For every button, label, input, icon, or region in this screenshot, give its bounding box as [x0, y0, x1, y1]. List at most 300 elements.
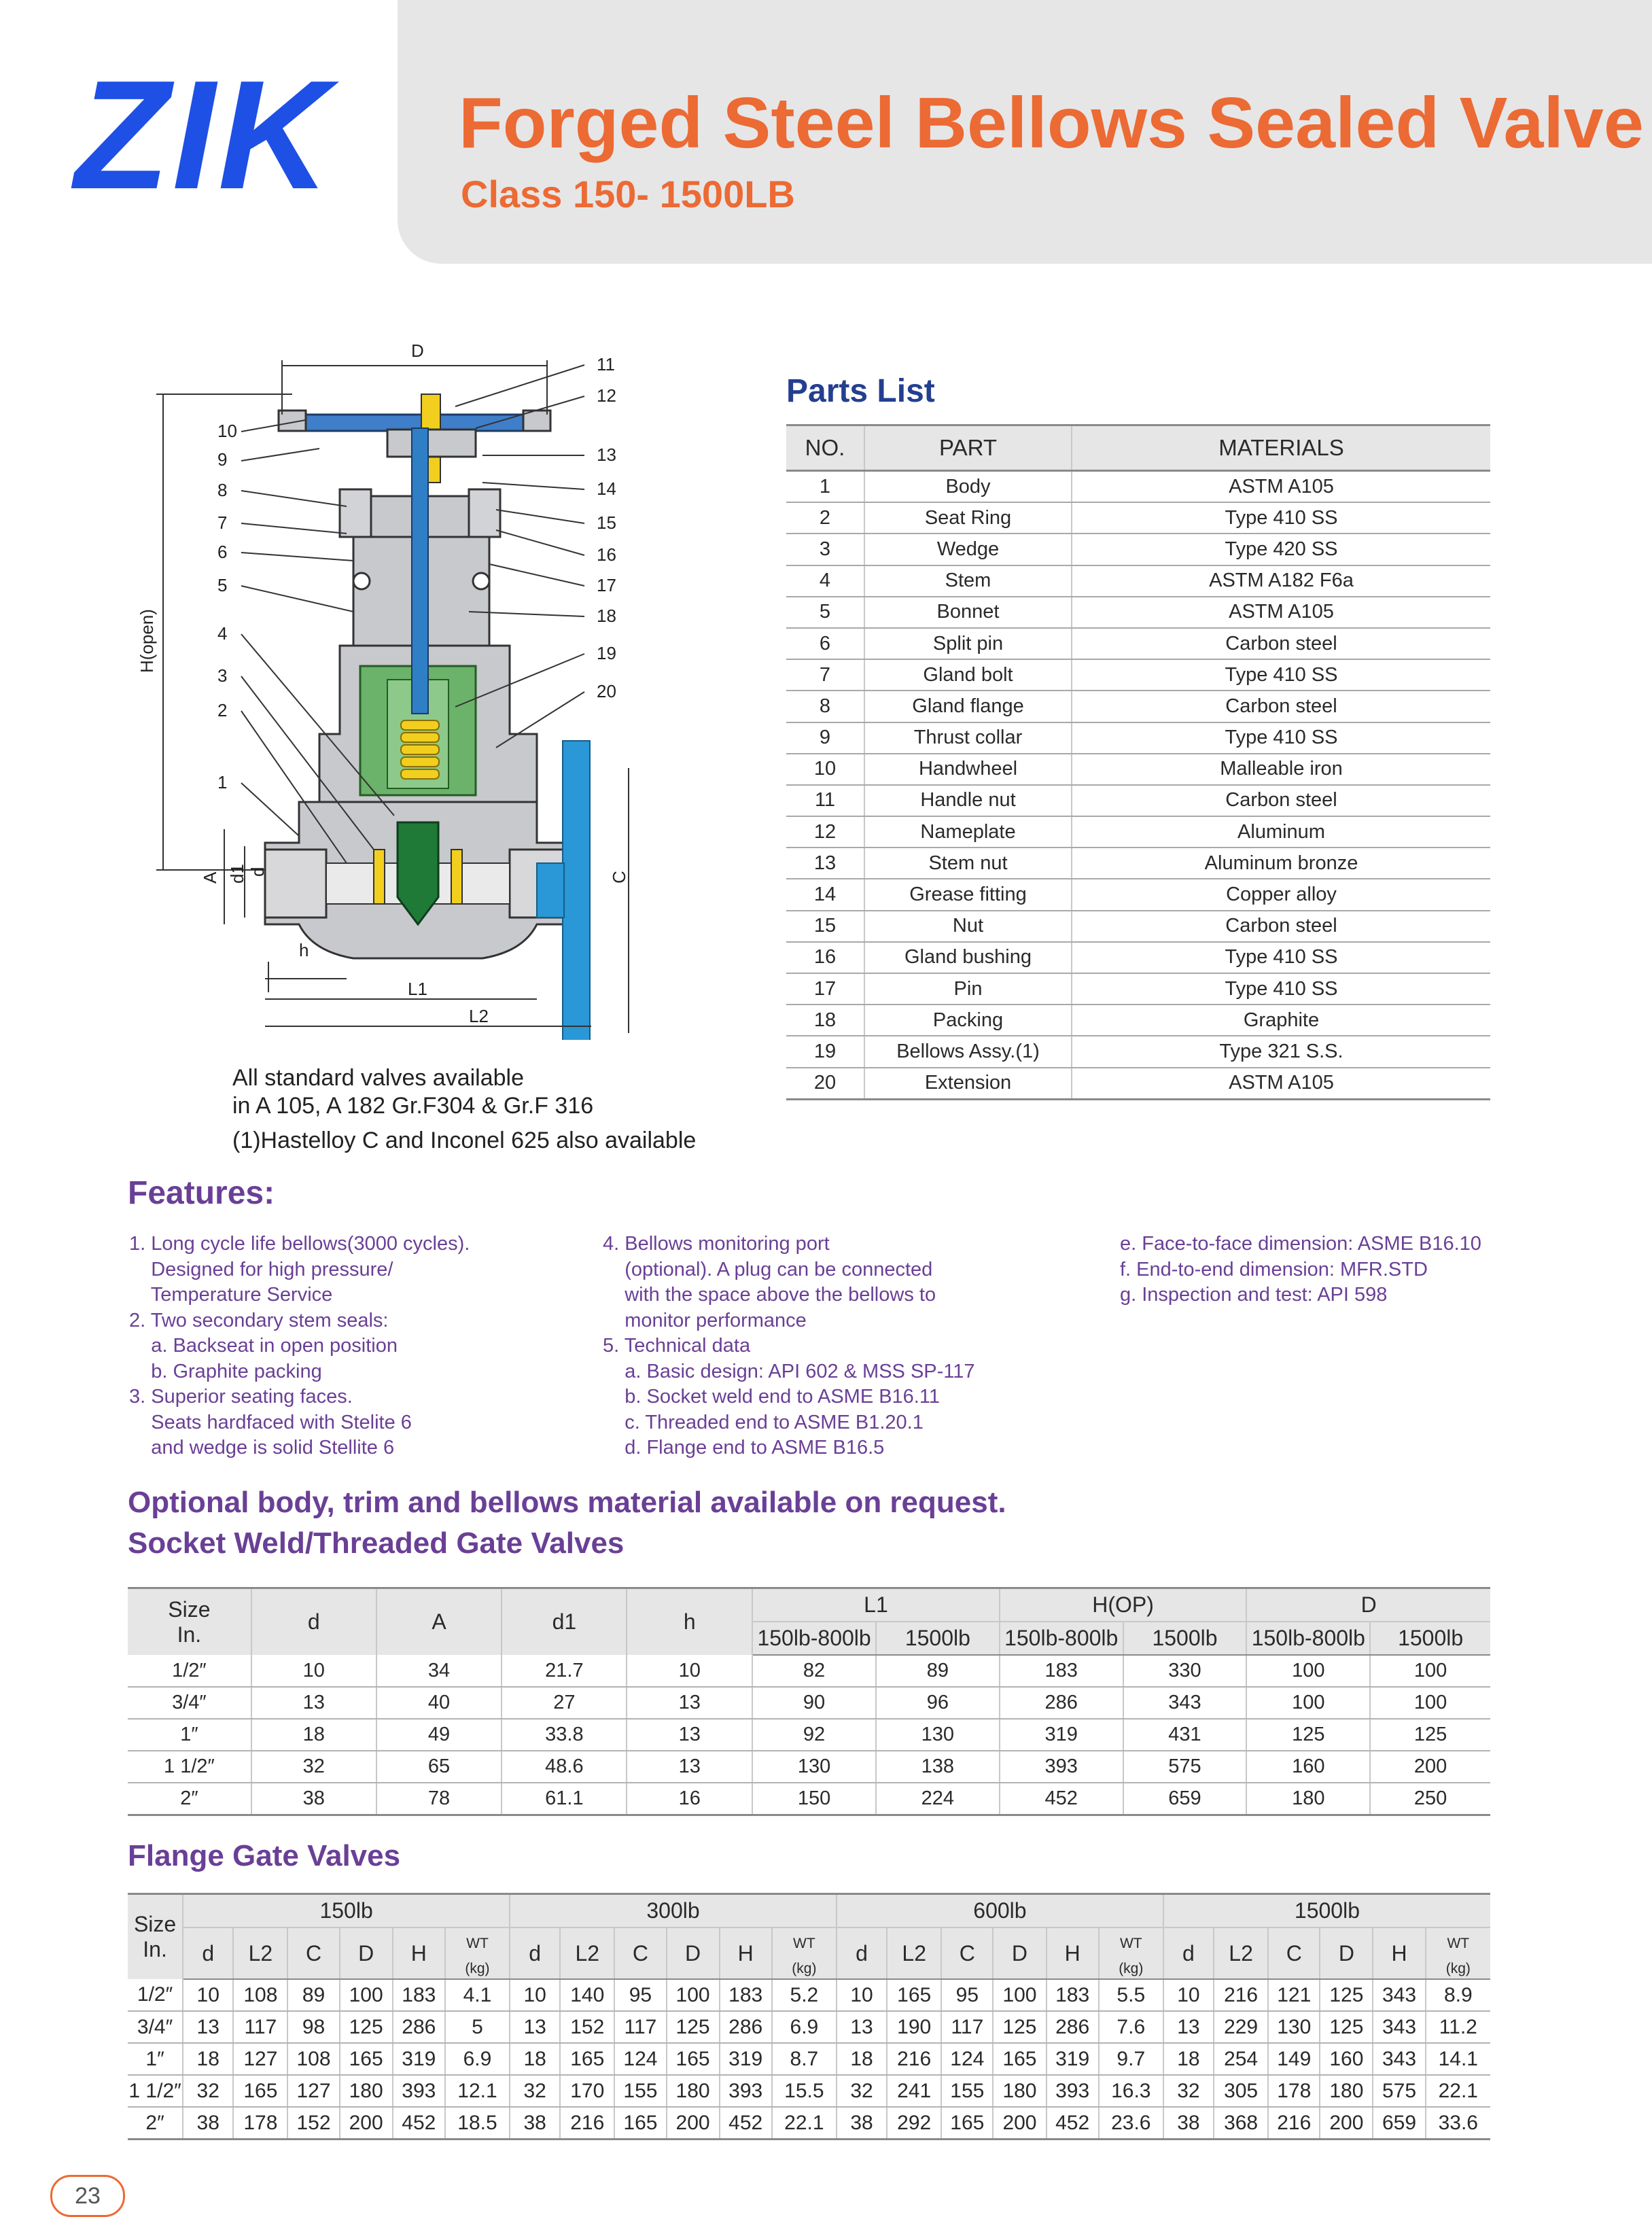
table-cell: 1″: [128, 1719, 251, 1751]
table-cell: Type 410 SS: [1072, 973, 1490, 1005]
table-cell: 452: [1000, 1783, 1123, 1815]
table-cell: 125: [1320, 2011, 1373, 2043]
table-cell: 286: [1000, 1687, 1123, 1719]
table-cell: 1/2″: [128, 1979, 183, 2011]
table-cell: 95: [941, 1979, 993, 2011]
table-cell: 13: [251, 1687, 376, 1719]
group-header: H(OP): [1000, 1588, 1247, 1622]
table-row: [128, 1751, 1490, 1783]
table-row: [786, 565, 1490, 597]
table-cell: 183: [1000, 1655, 1123, 1687]
material-note: All standard valves available: [232, 1065, 525, 1091]
table-cell: 8.7: [772, 2043, 837, 2075]
table-cell: Handle nut: [864, 785, 1072, 816]
table-cell: 32: [837, 2075, 887, 2107]
group-header: L1: [752, 1588, 1000, 1622]
table-cell: 254: [1214, 2043, 1268, 2075]
table-cell: 96: [876, 1687, 1000, 1719]
feature-line: monitor performance: [603, 1309, 807, 1331]
table-cell: 5.5: [1099, 1979, 1163, 2011]
table-cell: 38: [837, 2107, 887, 2140]
table-cell: 180: [340, 2075, 393, 2107]
table-cell: Gland flange: [864, 691, 1072, 722]
sub-header: L2: [233, 1927, 287, 1979]
table-cell: 343: [1373, 2043, 1425, 2075]
table-cell: 216: [1268, 2107, 1320, 2140]
table-cell: 452: [720, 2107, 772, 2140]
table-cell: 127: [287, 2075, 339, 2107]
table-cell: 89: [876, 1655, 1000, 1687]
sub-header: D: [1320, 1927, 1373, 1979]
table-cell: 7.6: [1099, 2011, 1163, 2043]
table-cell: 10: [786, 754, 864, 785]
feature-line: Designed for high pressure/: [129, 1258, 393, 1280]
feature-line: g. Inspection and test: API 598: [1120, 1284, 1388, 1306]
table-cell: 3: [786, 534, 864, 565]
features-heading: Features:: [128, 1175, 275, 1211]
table-cell: 319: [720, 2043, 772, 2075]
table-row: [786, 722, 1490, 754]
table-cell: 165: [887, 1979, 941, 2011]
table-cell: Graphite: [1072, 1005, 1490, 1036]
table-cell: 224: [876, 1783, 1000, 1815]
features-column-2: [603, 1232, 975, 1461]
callout-right: 13: [597, 444, 616, 465]
table-cell: 18: [183, 2043, 233, 2075]
table-row: [786, 691, 1490, 722]
table-cell: ASTM A105: [1072, 1068, 1490, 1100]
table-cell: 124: [614, 2043, 666, 2075]
table-cell: 8: [786, 691, 864, 722]
table-cell: 575: [1373, 2075, 1425, 2107]
table-cell: Carbon steel: [1072, 911, 1490, 942]
table-cell: 98: [287, 2011, 339, 2043]
feature-line: 5. Technical data: [603, 1335, 751, 1357]
sub-header: H: [1047, 1927, 1099, 1979]
material-note: (1)Hastelloy C and Inconel 625 also available: [232, 1128, 697, 1153]
callout-right: 20: [597, 681, 616, 701]
feature-line: a. Backseat in open position: [129, 1335, 398, 1357]
sub-header: H: [393, 1927, 445, 1979]
feature-line: (optional). A plug can be connected: [603, 1258, 933, 1280]
table-cell: 180: [1320, 2075, 1373, 2107]
dim-label-L2: L2: [469, 1006, 489, 1026]
weight-header: WT (kg): [1099, 1927, 1163, 1979]
table-cell: Seat Ring: [864, 502, 1072, 534]
table-cell: 13: [627, 1687, 752, 1719]
table-cell: 165: [614, 2107, 666, 2140]
callout-right: 14: [597, 478, 616, 499]
table-cell: Nut: [864, 911, 1072, 942]
table-cell: 165: [560, 2043, 614, 2075]
table-cell: 1: [786, 471, 864, 503]
table-row: [128, 1783, 1490, 1815]
table-cell: 4: [786, 565, 864, 597]
callout-left: 4: [217, 623, 228, 644]
feature-line: and wedge is solid Stellite 6: [129, 1437, 395, 1459]
table-row: [786, 1005, 1490, 1036]
sub-header: 150lb-800lb: [752, 1622, 876, 1655]
features-column-1: [129, 1232, 470, 1461]
table-cell: 19: [786, 1036, 864, 1067]
table-cell: 180: [1246, 1783, 1370, 1815]
table-cell: 150: [752, 1783, 876, 1815]
table-cell: 38: [510, 2107, 560, 2140]
table-cell: 319: [1000, 1719, 1123, 1751]
sub-header: 1500lb: [1123, 1622, 1247, 1655]
table-row: [128, 2075, 1490, 2107]
table-cell: 34: [376, 1655, 502, 1687]
sub-header: D: [667, 1927, 720, 1979]
table-cell: 165: [993, 2043, 1046, 2075]
sub-header: C: [614, 1927, 666, 1979]
table-cell: 343: [1123, 1687, 1247, 1719]
flange-heading: Flange Gate Valves: [128, 1839, 401, 1872]
table-cell: 3/4″: [128, 1687, 251, 1719]
table-cell: 12.1: [445, 2075, 510, 2107]
table-row: [786, 973, 1490, 1005]
table-cell: 5.2: [772, 1979, 837, 2011]
size-header: Size In.: [128, 1588, 251, 1656]
table-cell: 216: [1214, 1979, 1268, 2011]
sub-header: D: [340, 1927, 393, 1979]
table-cell: 108: [233, 1979, 287, 2011]
table-cell: 100: [1246, 1655, 1370, 1687]
sub-header: d: [837, 1927, 887, 1979]
table-cell: 250: [1370, 1783, 1490, 1815]
table-cell: 40: [376, 1687, 502, 1719]
table-cell: 13: [837, 2011, 887, 2043]
table-cell: 32: [251, 1751, 376, 1783]
features-column-3: [1120, 1232, 1481, 1308]
callout-left: 9: [217, 449, 228, 470]
table-cell: 95: [614, 1979, 666, 2011]
valve-body-shapes: [265, 394, 590, 1040]
table-cell: Nameplate: [864, 816, 1072, 848]
sub-header: d: [183, 1927, 233, 1979]
sub-header: L2: [887, 1927, 941, 1979]
column-header: PART: [864, 425, 1072, 471]
table-cell: 575: [1123, 1751, 1247, 1783]
table-cell: 100: [340, 1979, 393, 2011]
table-cell: Stem nut: [864, 848, 1072, 879]
table-cell: 393: [1047, 2075, 1099, 2107]
table-cell: Grease fitting: [864, 879, 1072, 910]
table-cell: 165: [667, 2043, 720, 2075]
table-cell: Type 410 SS: [1072, 722, 1490, 754]
table-row: [128, 1687, 1490, 1719]
callout-right: 16: [597, 544, 616, 565]
table-cell: 178: [233, 2107, 287, 2140]
weight-header: WT (kg): [445, 1927, 510, 1979]
table-cell: 125: [993, 2011, 1046, 2043]
page-title: Forged Steel Bellows Sealed Valve: [459, 83, 1644, 163]
table-cell: 92: [752, 1719, 876, 1751]
table-cell: 5: [445, 2011, 510, 2043]
table-cell: Extension: [864, 1068, 1072, 1100]
table-row: [786, 848, 1490, 879]
callout-left: 7: [217, 512, 228, 533]
table-cell: 138: [876, 1751, 1000, 1783]
table-row: [128, 2043, 1490, 2075]
table-cell: 152: [560, 2011, 614, 2043]
sub-header: H: [1373, 1927, 1425, 1979]
column-header: MATERIALS: [1072, 425, 1490, 471]
table-cell: 100: [1246, 1687, 1370, 1719]
sub-header: L2: [1214, 1927, 1268, 1979]
table-cell: 216: [560, 2107, 614, 2140]
dim-label-D: D: [411, 341, 424, 361]
table-cell: 22.1: [772, 2107, 837, 2140]
material-note: in A 105, A 182 Gr.F304 & Gr.F 316: [232, 1093, 594, 1119]
table-cell: 82: [752, 1655, 876, 1687]
feature-line: with the space above the bellows to: [603, 1284, 936, 1306]
callout-left: 1: [217, 772, 228, 792]
table-row: [128, 1655, 1490, 1687]
table-cell: 305: [1214, 2075, 1268, 2107]
table-cell: Thrust collar: [864, 722, 1072, 754]
table-cell: 2″: [128, 2107, 183, 2140]
table-row: [128, 2107, 1490, 2140]
table-cell: 17: [786, 973, 864, 1005]
table-cell: 200: [1370, 1751, 1490, 1783]
table-cell: 33.6: [1426, 2107, 1490, 2140]
table-cell: 7: [786, 659, 864, 691]
table-cell: 16.3: [1099, 2075, 1163, 2107]
table-cell: 183: [393, 1979, 445, 2011]
table-cell: 183: [720, 1979, 772, 2011]
table-cell: 3/4″: [128, 2011, 183, 2043]
class-header: 300lb: [510, 1894, 837, 1928]
feature-line: d. Flange end to ASME B16.5: [603, 1437, 885, 1459]
sub-header: d: [510, 1927, 560, 1979]
table-cell: 15: [786, 911, 864, 942]
table-cell: 21.7: [502, 1655, 627, 1687]
table-cell: 14: [786, 879, 864, 910]
table-cell: 180: [667, 2075, 720, 2107]
callout-right: 15: [597, 512, 616, 533]
parts-list-table: [786, 424, 1490, 1100]
table-cell: 125: [667, 2011, 720, 2043]
table-cell: 229: [1214, 2011, 1268, 2043]
feature-line: Temperature Service: [129, 1284, 333, 1306]
table-cell: 165: [340, 2043, 393, 2075]
dim-label-H: H(open): [137, 609, 157, 673]
sub-header: 150lb-800lb: [1246, 1622, 1370, 1655]
table-cell: 190: [887, 2011, 941, 2043]
table-cell: 125: [1370, 1719, 1490, 1751]
table-cell: ASTM A182 F6a: [1072, 565, 1490, 597]
table-cell: 65: [376, 1751, 502, 1783]
table-cell: 100: [1370, 1687, 1490, 1719]
dim-label-C: C: [609, 871, 629, 884]
table-cell: 13: [627, 1719, 752, 1751]
table-cell: Copper alloy: [1072, 879, 1490, 910]
table-cell: 200: [667, 2107, 720, 2140]
class-header: 1500lb: [1163, 1894, 1490, 1928]
table-cell: 18: [837, 2043, 887, 2075]
table-cell: 393: [720, 2075, 772, 2107]
table-cell: 1″: [128, 2043, 183, 2075]
table-cell: 160: [1320, 2043, 1373, 2075]
callout-right: 12: [597, 385, 616, 406]
table-cell: 14.1: [1426, 2043, 1490, 2075]
table-cell: 27: [502, 1687, 627, 1719]
table-cell: Aluminum: [1072, 816, 1490, 848]
table-cell: 130: [1268, 2011, 1320, 2043]
feature-line: b. Socket weld end to ASME B16.11: [603, 1386, 940, 1408]
table-cell: Carbon steel: [1072, 785, 1490, 816]
table-cell: 38: [251, 1783, 376, 1815]
table-cell: 452: [393, 2107, 445, 2140]
table-cell: 183: [1047, 1979, 1099, 2011]
dim-label-d1: d1: [227, 864, 247, 884]
callout-right: 19: [597, 643, 616, 663]
table-cell: 10: [251, 1655, 376, 1687]
table-row: [786, 754, 1490, 785]
callout-left: 3: [217, 665, 228, 686]
table-cell: 200: [1320, 2107, 1373, 2140]
table-cell: Aluminum bronze: [1072, 848, 1490, 879]
table-cell: 292: [887, 2107, 941, 2140]
class-header: 600lb: [837, 1894, 1163, 1928]
table-cell: 431: [1123, 1719, 1247, 1751]
table-cell: 452: [1047, 2107, 1099, 2140]
table-cell: 13: [786, 848, 864, 879]
table-cell: 100: [993, 1979, 1046, 2011]
table-cell: 13: [183, 2011, 233, 2043]
sub-header: 150lb-800lb: [1000, 1622, 1123, 1655]
table-cell: 286: [393, 2011, 445, 2043]
table-cell: 18: [786, 1005, 864, 1036]
socket-weld-table: [128, 1587, 1490, 1816]
feature-line: Seats hardfaced with Stelite 6: [129, 1411, 412, 1433]
table-cell: 127: [233, 2043, 287, 2075]
table-cell: 286: [720, 2011, 772, 2043]
table-cell: 121: [1268, 1979, 1320, 2011]
table-cell: 117: [233, 2011, 287, 2043]
table-cell: Carbon steel: [1072, 691, 1490, 722]
table-cell: 10: [183, 1979, 233, 2011]
sub-header: C: [287, 1927, 339, 1979]
column-header: d: [251, 1588, 376, 1656]
table-cell: 13: [627, 1751, 752, 1783]
table-cell: 1 1/2″: [128, 1751, 251, 1783]
table-cell: Split pin: [864, 628, 1072, 659]
table-row: [786, 534, 1490, 565]
table-cell: Packing: [864, 1005, 1072, 1036]
table-cell: 23.6: [1099, 2107, 1163, 2140]
table-cell: 343: [1373, 2011, 1425, 2043]
table-row: [786, 659, 1490, 691]
table-cell: Bonnet: [864, 597, 1072, 628]
table-cell: 6.9: [445, 2043, 510, 2075]
table-cell: 108: [287, 2043, 339, 2075]
table-cell: 330: [1123, 1655, 1247, 1687]
feature-line: b. Graphite packing: [129, 1360, 322, 1382]
table-cell: Bellows Assy.(1): [864, 1036, 1072, 1067]
table-cell: 100: [667, 1979, 720, 2011]
table-cell: Malleable iron: [1072, 754, 1490, 785]
table-cell: 13: [1163, 2011, 1214, 2043]
table-cell: Stem: [864, 565, 1072, 597]
table-cell: 178: [1268, 2075, 1320, 2107]
dim-label-L1: L1: [408, 979, 427, 999]
table-cell: 90: [752, 1687, 876, 1719]
table-row: [128, 1719, 1490, 1751]
sub-header: H: [720, 1927, 772, 1979]
table-cell: Pin: [864, 973, 1072, 1005]
table-cell: 16: [627, 1783, 752, 1815]
sub-header: d: [1163, 1927, 1214, 1979]
table-cell: Type 410 SS: [1072, 502, 1490, 534]
size-header: Size In.: [128, 1894, 183, 1980]
table-cell: 22.1: [1426, 2075, 1490, 2107]
feature-line: e. Face-to-face dimension: ASME B16.10: [1120, 1233, 1481, 1255]
sub-header: C: [1268, 1927, 1320, 1979]
brand-logo: ZIK: [75, 49, 333, 222]
table-row: [128, 1979, 1490, 2011]
table-cell: 659: [1373, 2107, 1425, 2140]
weight-header: WT (kg): [772, 1927, 837, 1979]
table-cell: 1/2″: [128, 1655, 251, 1687]
page-number: 23: [50, 2175, 125, 2217]
table-cell: 125: [1246, 1719, 1370, 1751]
table-cell: 124: [941, 2043, 993, 2075]
class-header: 150lb: [183, 1894, 510, 1928]
column-header: d1: [502, 1588, 627, 1656]
table-cell: 10: [837, 1979, 887, 2011]
table-cell: 5: [786, 597, 864, 628]
table-cell: 33.8: [502, 1719, 627, 1751]
table-cell: 10: [510, 1979, 560, 2011]
feature-line: 2. Two secondary stem seals:: [129, 1309, 389, 1331]
table-cell: Type 321 S.S.: [1072, 1036, 1490, 1067]
table-cell: 200: [993, 2107, 1046, 2140]
dim-label-h: h: [299, 940, 309, 960]
table-cell: 241: [887, 2075, 941, 2107]
callout-right: 17: [597, 575, 616, 595]
table-row: [786, 597, 1490, 628]
table-cell: Type 410 SS: [1072, 942, 1490, 973]
table-cell: 49: [376, 1719, 502, 1751]
table-row: [786, 942, 1490, 973]
table-cell: 89: [287, 1979, 339, 2011]
table-cell: 4.1: [445, 1979, 510, 2011]
table-cell: 130: [752, 1751, 876, 1783]
flange-table: [128, 1893, 1490, 2140]
dim-label-d: d: [247, 867, 268, 877]
table-cell: 61.1: [502, 1783, 627, 1815]
table-cell: 117: [614, 2011, 666, 2043]
table-cell: 2″: [128, 1783, 251, 1815]
table-cell: 12: [786, 816, 864, 848]
column-header: A: [376, 1588, 502, 1656]
feature-line: 3. Superior seating faces.: [129, 1386, 353, 1408]
feature-line: f. End-to-end dimension: MFR.STD: [1120, 1258, 1428, 1280]
table-cell: 15.5: [772, 2075, 837, 2107]
table-cell: Type 420 SS: [1072, 534, 1490, 565]
table-cell: 117: [941, 2011, 993, 2043]
table-cell: Body: [864, 471, 1072, 503]
table-cell: 18.5: [445, 2107, 510, 2140]
table-cell: 18: [510, 2043, 560, 2075]
table-cell: 6: [786, 628, 864, 659]
table-cell: 200: [340, 2107, 393, 2140]
table-cell: 48.6: [502, 1751, 627, 1783]
table-cell: 393: [393, 2075, 445, 2107]
table-cell: 155: [614, 2075, 666, 2107]
